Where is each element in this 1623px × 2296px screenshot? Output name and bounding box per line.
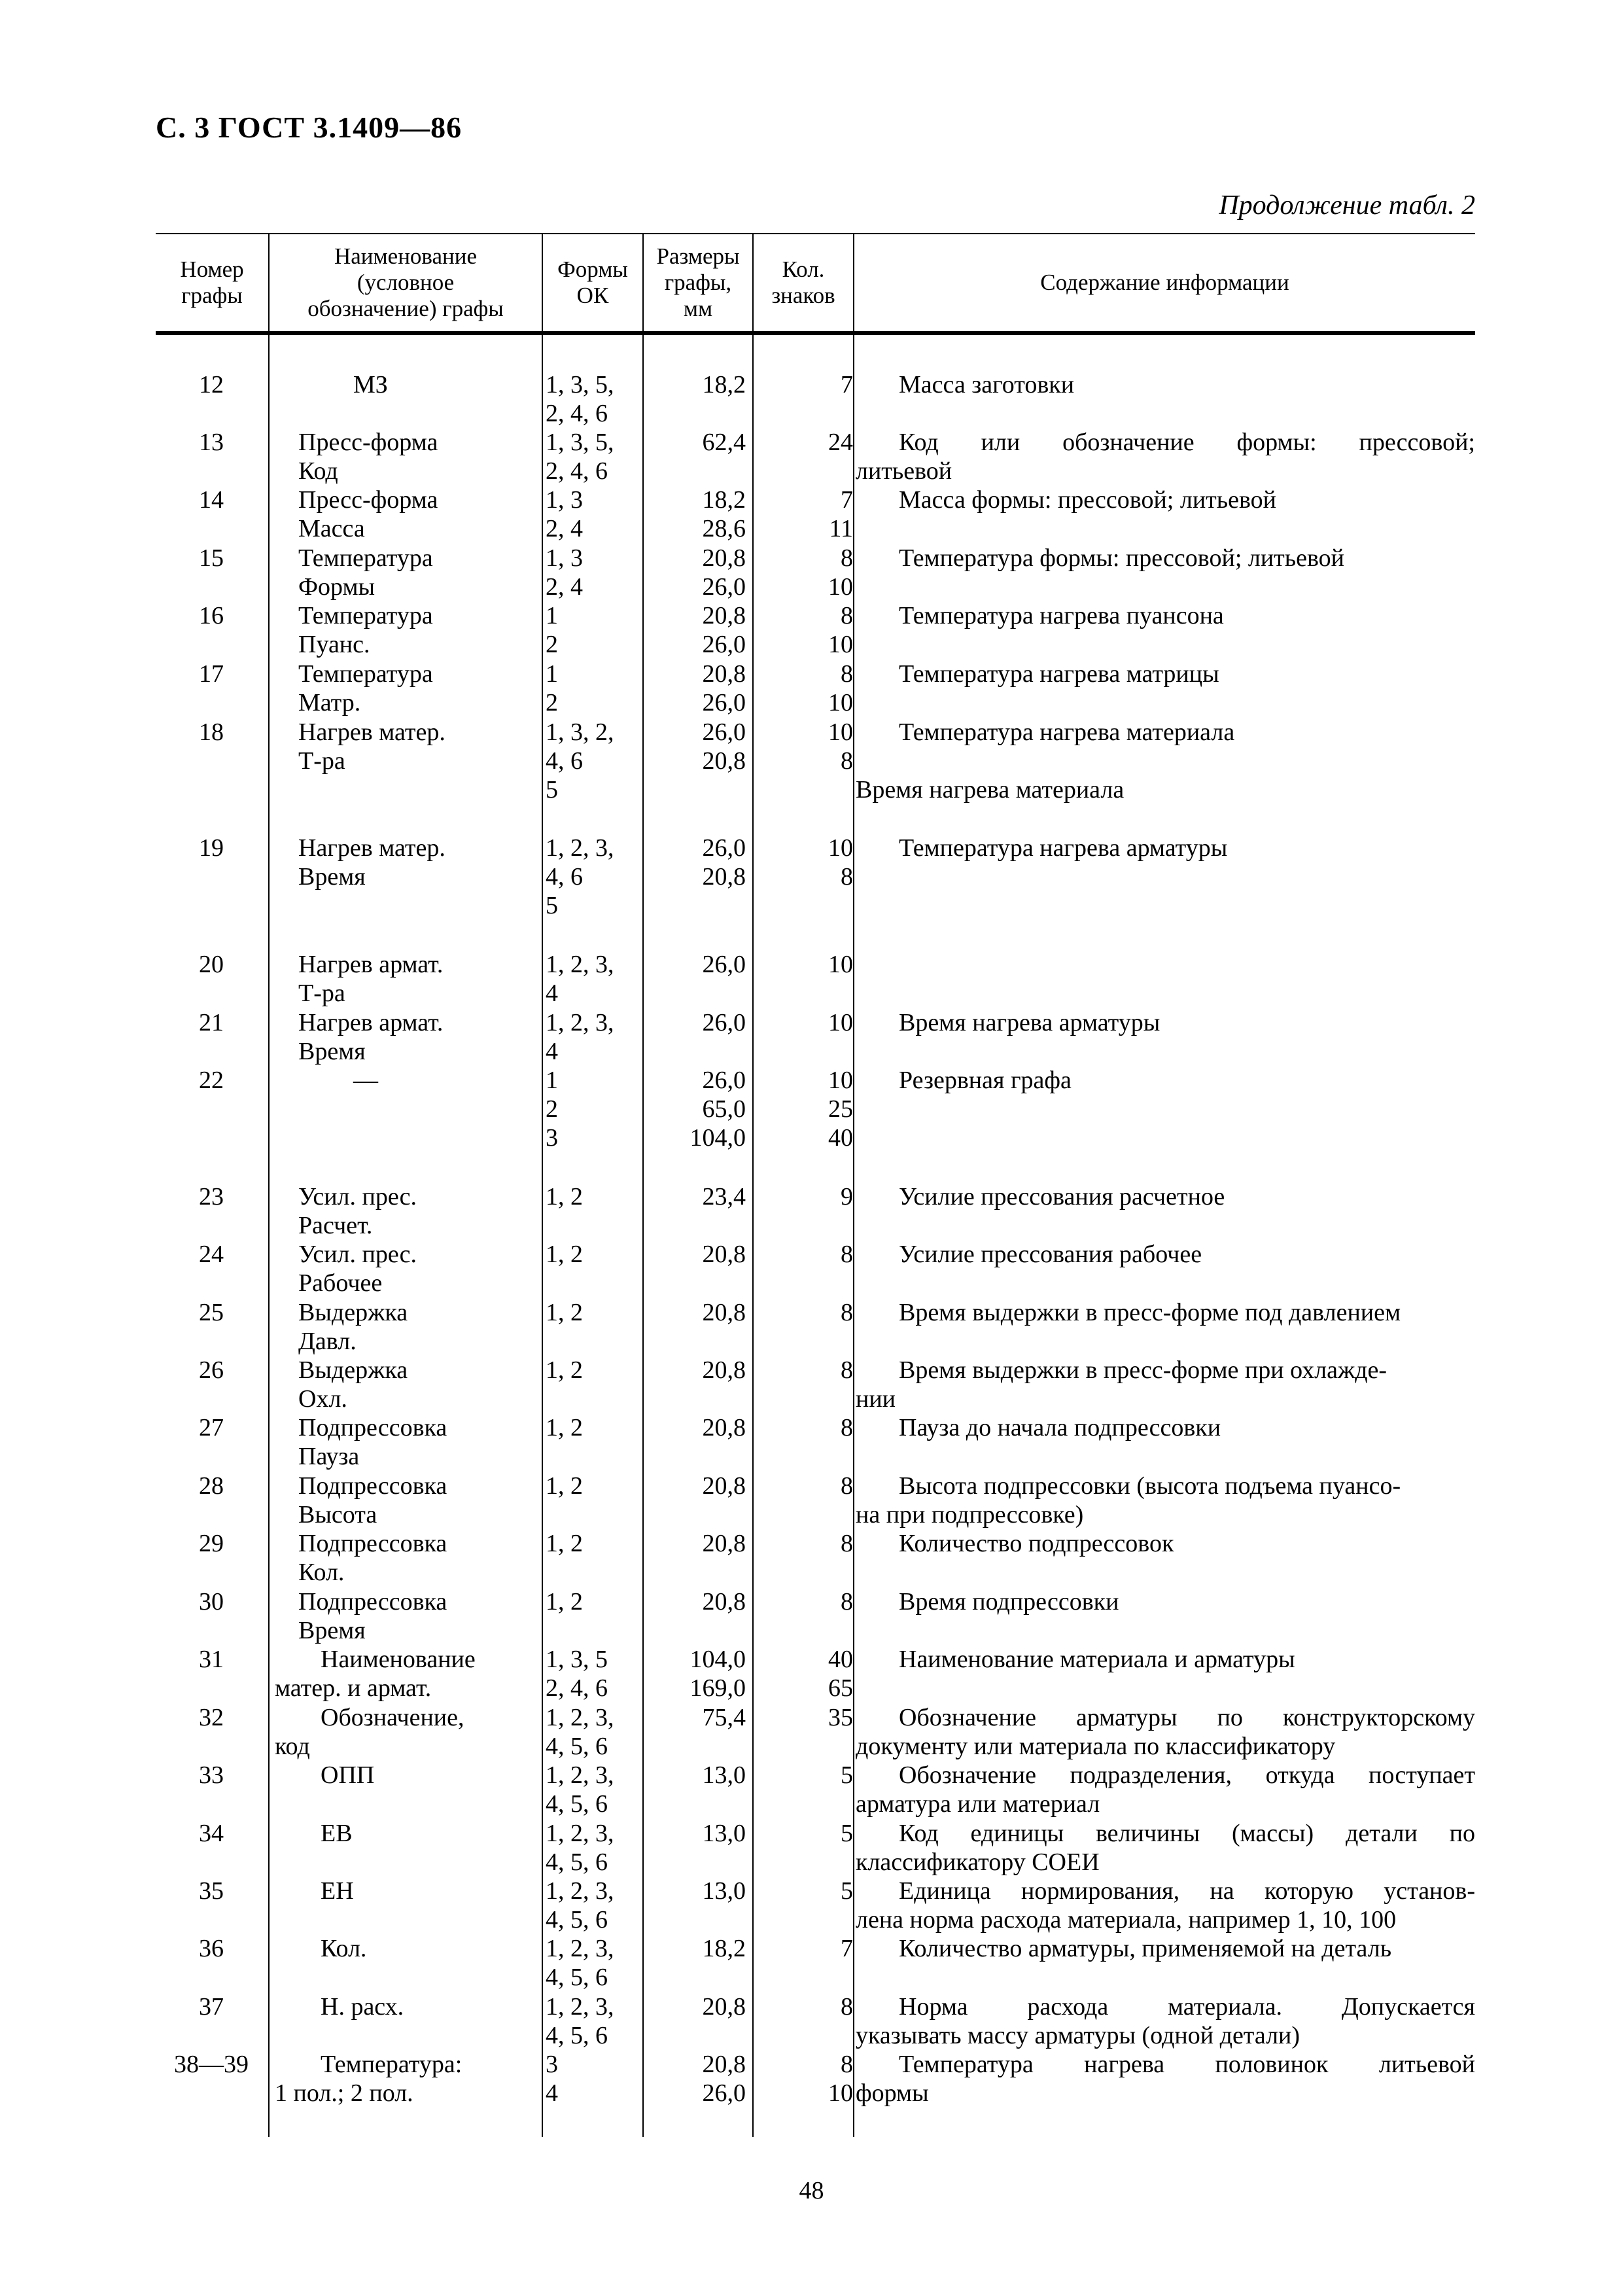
row-name-line: Температура: [298, 544, 433, 572]
row-count: 7: [841, 371, 853, 398]
row-count: 10: [828, 951, 853, 978]
row-count: 7 11: [829, 486, 853, 542]
header-column-forms: Формы ОК: [557, 256, 628, 308]
row-info-line: нии: [856, 1385, 896, 1413]
running-head: С. 3 ГОСТ 3.1409—86: [156, 111, 462, 144]
row-info: [856, 1992, 1475, 2050]
row-size: 26,0 20,8: [702, 834, 746, 891]
row-info-line: Усилие прессования расчетное: [899, 1183, 1225, 1210]
row-info-line: на при подпрессовке): [856, 1501, 1084, 1528]
row-forms: 1, 2, 3, 4: [546, 1009, 614, 1065]
table-continuation-label: Продолжение табл. 2: [1219, 190, 1475, 221]
row-name-line: Пресс-форма: [298, 429, 438, 456]
row-info: [856, 1645, 1475, 1674]
row-count: 24: [828, 429, 853, 456]
row-name-line: Масса: [298, 515, 365, 542]
row-forms: 1, 2: [546, 1530, 583, 1557]
row-count: 8: [841, 1299, 853, 1326]
row-forms: 1, 3, 2, 4, 6 5: [546, 718, 614, 804]
row-number: 20: [199, 951, 224, 978]
row-name-line: Формы: [298, 573, 375, 601]
row-number: 25: [199, 1299, 224, 1326]
row-info-line: Температура нагрева арматуры: [899, 834, 1228, 862]
row-name-line: Код: [298, 457, 338, 485]
row-count: 10 8: [828, 834, 853, 891]
row-forms: 1, 2, 3, 4, 5, 6: [546, 1935, 614, 1991]
row-count: 40 65: [828, 1646, 853, 1702]
row-name-line: матер. и армат.: [275, 1674, 432, 1702]
header-column-name: Наименование (условное обозначение) графы: [307, 243, 504, 321]
row-forms: 1, 3, 5, 2, 4, 6: [546, 429, 614, 485]
row-name-line: Подпрессовка: [298, 1472, 447, 1500]
row-info-line: Время подпрессовки: [899, 1588, 1119, 1616]
row-info: [856, 544, 1475, 573]
row-count: 8 10: [828, 2051, 853, 2107]
row-info: [856, 1877, 1475, 1934]
row-name-line: Нагрев армат.: [298, 1009, 444, 1036]
row-info-line: Температура нагрева половинок литьевой: [899, 2051, 1475, 2078]
row-name-line: Нагрев матер.: [298, 834, 445, 862]
row-forms: 1, 2, 3, 4, 5, 6: [546, 1820, 614, 1876]
row-info: [856, 834, 1475, 862]
row-size: 23,4: [702, 1183, 746, 1210]
row-size: 20,8: [702, 1299, 746, 1326]
row-info-line: Усилие прессования рабочее: [899, 1241, 1202, 1268]
row-info: [856, 718, 1475, 804]
row-name-line: МЗ: [353, 371, 388, 398]
row-count: 8 10: [828, 660, 853, 716]
page-number: 48: [799, 2177, 824, 2204]
row-number: 15: [199, 544, 224, 572]
row-size: 18,2 28,6: [702, 486, 746, 542]
row-name-line: Температура: [298, 602, 433, 629]
row-info-line: арматура или материал: [856, 1790, 1100, 1818]
row-info: [856, 1819, 1475, 1877]
row-name-line: Охл.: [298, 1385, 347, 1413]
row-size: 13,0: [702, 1877, 746, 1905]
column-divider: [268, 234, 270, 331]
row-size: 20,8 26,0: [702, 544, 746, 601]
row-forms: 1 2: [546, 602, 558, 658]
row-name-line: код: [275, 1733, 310, 1760]
row-info: [856, 1182, 1475, 1211]
row-number: 19: [199, 834, 224, 862]
row-forms: 1, 3 2, 4: [546, 544, 583, 601]
row-forms: 3 4: [546, 2051, 558, 2107]
row-name-line: Рабочее: [298, 1269, 383, 1297]
header-column-size: Размеры графы, мм: [656, 243, 740, 321]
row-info-line: Наименование материала и арматуры: [899, 1646, 1295, 1673]
row-name-line: Пауза: [298, 1443, 360, 1470]
row-info-line: указывать массу арматуры (одной детали): [856, 2022, 1300, 2049]
row-size: 26,0 65,0 104,0: [689, 1067, 746, 1152]
row-info-line: Температура формы: прессовой; литьевой: [899, 544, 1344, 572]
row-info-line: Код единицы величины (массы) детали по: [899, 1820, 1475, 1847]
row-name-line: Подпрессовка: [298, 1414, 447, 1441]
row-info: [856, 1529, 1475, 1558]
row-name-line: —: [353, 1067, 378, 1094]
row-number: 28: [199, 1472, 224, 1500]
row-number: 17: [199, 660, 224, 688]
row-number: 12: [199, 371, 224, 398]
row-name-line: ЕН: [321, 1877, 354, 1905]
row-forms: 1, 3, 5, 2, 4, 6: [546, 371, 614, 427]
row-number: 13: [199, 429, 224, 456]
row-forms: 1, 2: [546, 1588, 583, 1616]
row-count: 5: [841, 1877, 853, 1905]
row-info-line: классификатору СОЕИ: [856, 1848, 1100, 1876]
row-info: [856, 1008, 1475, 1037]
row-name-line: Матр.: [298, 689, 361, 716]
row-number: 27: [199, 1414, 224, 1441]
row-count: 9: [841, 1183, 853, 1210]
row-info: [856, 1356, 1475, 1413]
row-forms: 1, 2: [546, 1299, 583, 1326]
row-size: 20,8: [702, 1414, 746, 1441]
row-info: [856, 428, 1475, 486]
row-size: 20,8: [702, 1530, 746, 1557]
row-size: 20,8 26,0: [702, 2051, 746, 2107]
row-info: [856, 486, 1475, 514]
row-info-line: Резервная графа: [899, 1067, 1072, 1094]
row-count: 35: [828, 1704, 853, 1731]
row-name-line: Выдержка: [298, 1299, 408, 1326]
row-name-line: Расчет.: [298, 1212, 373, 1239]
row-forms: 1, 2, 3, 4, 5, 6: [546, 1993, 614, 2049]
row-info-line: Время выдержки в пресс-форме под давлением: [899, 1299, 1401, 1326]
row-forms: 1, 2: [546, 1183, 583, 1210]
row-name-line: Подпрессовка: [298, 1588, 447, 1616]
row-name-line: ЕВ: [321, 1820, 353, 1847]
row-info-line: Код или обозначение формы: прессовой;: [899, 429, 1475, 456]
row-size: 20,8: [702, 1356, 746, 1384]
row-info-line: документу или материала по классификатору: [856, 1733, 1336, 1760]
row-size: 26,0: [702, 1009, 746, 1036]
row-name-line: 1 пол.; 2 пол.: [275, 2079, 413, 2107]
header-column-number: Номер графы: [180, 256, 244, 308]
row-info: [856, 2050, 1475, 2108]
row-number: 37: [199, 1993, 224, 2021]
row-name-line: Нагрев армат.: [298, 951, 444, 978]
row-info-line: Количество арматуры, применяемой на деталь: [899, 1935, 1392, 1962]
parameters-table: [156, 233, 1475, 2137]
row-size: 20,8: [702, 1993, 746, 2021]
row-size: 75,4: [702, 1704, 746, 1731]
row-forms: 1, 3, 5 2, 4, 6: [546, 1646, 608, 1702]
row-count: 10: [828, 1009, 853, 1036]
row-info-line: Температура нагрева матрицы: [899, 660, 1219, 688]
row-number: 36: [199, 1935, 224, 1962]
row-name-line: Подпрессовка: [298, 1530, 447, 1557]
row-count: 8: [841, 1993, 853, 2021]
row-size: 20,8: [702, 1588, 746, 1616]
row-count: 7: [841, 1935, 853, 1962]
row-number: 31: [199, 1646, 224, 1673]
row-info-line: [856, 747, 1475, 775]
row-count: 8: [841, 1414, 853, 1441]
row-count: 8: [841, 1588, 853, 1616]
row-forms: 1, 2: [546, 1414, 583, 1441]
row-size: 26,0: [702, 951, 746, 978]
table-body: [156, 335, 1475, 2137]
row-count: 10 8: [828, 718, 853, 775]
row-forms: 1, 2, 3, 4: [546, 951, 614, 1007]
row-name-line: Усил. прес.: [298, 1241, 417, 1268]
row-size: 104,0 169,0: [689, 1646, 746, 1702]
row-forms: 1, 2: [546, 1241, 583, 1268]
row-info-line: Количество подпрессовок: [899, 1530, 1174, 1557]
row-info: [856, 1066, 1475, 1095]
row-name-line: Нагрев матер.: [298, 718, 445, 746]
row-forms: 1, 2, 3, 4, 5, 6: [546, 1877, 614, 1934]
row-number: 23: [199, 1183, 224, 1210]
row-count: 8: [841, 1356, 853, 1384]
row-number: 16: [199, 602, 224, 629]
row-count: 10 25 40: [828, 1067, 853, 1152]
row-forms: 1, 3 2, 4: [546, 486, 583, 542]
column-divider: [542, 234, 543, 331]
row-info: [856, 601, 1475, 630]
row-count: 8: [841, 1472, 853, 1500]
row-number: 35: [199, 1877, 224, 1905]
row-info-line: Температура нагрева пуансона: [899, 602, 1224, 629]
row-info: [856, 370, 1475, 399]
row-number: 14: [199, 486, 224, 514]
row-name-line: Т-ра: [298, 747, 345, 775]
column-divider: [853, 335, 854, 2137]
row-name-line: Время: [298, 863, 366, 891]
row-info-line: Высота подпрессовки (высота подъема пуансо-: [899, 1472, 1401, 1500]
row-size: 20,8 26,0: [702, 660, 746, 716]
row-info-line: формы: [856, 2079, 929, 2107]
row-info-line: Температура нагрева материала: [899, 718, 1235, 746]
row-forms: 1, 2: [546, 1356, 583, 1384]
column-divider: [853, 234, 854, 331]
row-number: 29: [199, 1530, 224, 1557]
row-name-line: Высота: [298, 1501, 377, 1528]
row-name-line: Кол.: [321, 1935, 367, 1962]
row-name-line: Н. расх.: [321, 1993, 404, 2021]
row-size: 20,8: [702, 1241, 746, 1268]
row-name-line: Время: [298, 1617, 366, 1644]
row-name-line: ОПП: [321, 1761, 375, 1789]
row-info: [856, 1587, 1475, 1616]
row-info: [856, 1934, 1475, 1963]
row-name-line: Наименование: [321, 1646, 476, 1673]
row-info: [856, 1298, 1475, 1327]
row-info: [856, 660, 1475, 688]
row-number: 24: [199, 1241, 224, 1268]
header-column-info: Содержание информации: [1040, 270, 1289, 295]
row-name-line: Выдержка: [298, 1356, 408, 1384]
row-info: [856, 1413, 1475, 1442]
row-forms: 1, 2, 3, 4, 5, 6: [546, 1761, 614, 1818]
row-number: 26: [199, 1356, 224, 1384]
table-header: [156, 233, 1475, 335]
row-size: 62,4: [702, 429, 746, 456]
row-count: 8: [841, 1241, 853, 1268]
row-name-line: Время: [298, 1038, 366, 1065]
row-forms: 1, 2, 3, 4, 5, 6: [546, 1704, 614, 1760]
row-forms: 1 2: [546, 660, 558, 716]
row-info-line: Время нагрева материала: [856, 776, 1125, 804]
row-number: 21: [199, 1009, 224, 1036]
row-count: 8 10: [828, 602, 853, 658]
row-size: 13,0: [702, 1761, 746, 1789]
row-info-line: Время выдержки в пресс-форме при охлажде-: [899, 1356, 1387, 1384]
row-number: 34: [199, 1820, 224, 1847]
row-forms: 1, 2: [546, 1472, 583, 1500]
column-divider: [752, 234, 754, 331]
row-name-line: Кол.: [298, 1559, 345, 1586]
row-number: 32: [199, 1704, 224, 1731]
row-number: 30: [199, 1588, 224, 1616]
row-number: 38—39: [174, 2051, 249, 2078]
row-name-line: Пресс-форма: [298, 486, 438, 514]
row-info-line: Время нагрева арматуры: [899, 1009, 1161, 1036]
row-info: [856, 1703, 1475, 1761]
row-name-line: Т-ра: [298, 980, 345, 1007]
row-number: 22: [199, 1067, 224, 1094]
row-count: 5: [841, 1820, 853, 1847]
row-info-line: Масса формы: прессовой; литьевой: [899, 486, 1276, 514]
row-size: 26,0 20,8: [702, 718, 746, 775]
row-name-line: Давл.: [298, 1328, 357, 1355]
row-info: [856, 1240, 1475, 1269]
row-count: 8 10: [828, 544, 853, 601]
row-forms: 1, 2, 3, 4, 6 5: [546, 834, 614, 919]
row-info-line: Масса заготовки: [899, 371, 1075, 398]
row-number: 18: [199, 718, 224, 746]
row-info-line: Единица нормирования, на которую установ-: [899, 1877, 1475, 1905]
row-count: 5: [841, 1761, 853, 1789]
column-divider: [268, 335, 270, 2137]
row-info-line: лена норма расхода материала, например 1, 10, 100: [856, 1906, 1397, 1934]
row-info-line: Норма расхода материала. Допускается: [899, 1993, 1475, 2021]
row-forms: 1 2 3: [546, 1067, 558, 1152]
header-column-count: Кол. знаков: [771, 256, 835, 308]
column-divider: [642, 234, 644, 331]
row-info-line: Обозначение арматуры по конструкторскому: [899, 1704, 1475, 1731]
row-name-line: Обозначение,: [321, 1704, 464, 1731]
row-info-line: литьевой: [856, 457, 952, 485]
row-count: 8: [841, 1530, 853, 1557]
row-name-line: Усил. прес.: [298, 1183, 417, 1210]
row-size: 13,0: [702, 1820, 746, 1847]
row-name-line: Температура: [298, 660, 433, 688]
row-size: 20,8 26,0: [702, 602, 746, 658]
row-size: 18,2: [702, 371, 746, 398]
row-info: [856, 1472, 1475, 1529]
row-info: [856, 1761, 1475, 1818]
row-name-line: Температура:: [321, 2051, 462, 2078]
row-size: 18,2: [702, 1935, 746, 1962]
row-info-line: Пауза до начала подпрессовки: [899, 1414, 1221, 1441]
row-size: 20,8: [702, 1472, 746, 1500]
row-number: 33: [199, 1761, 224, 1789]
row-info-line: Обозначение подразделения, откуда поступает: [899, 1761, 1475, 1789]
row-name-line: Пуанс.: [298, 631, 370, 658]
